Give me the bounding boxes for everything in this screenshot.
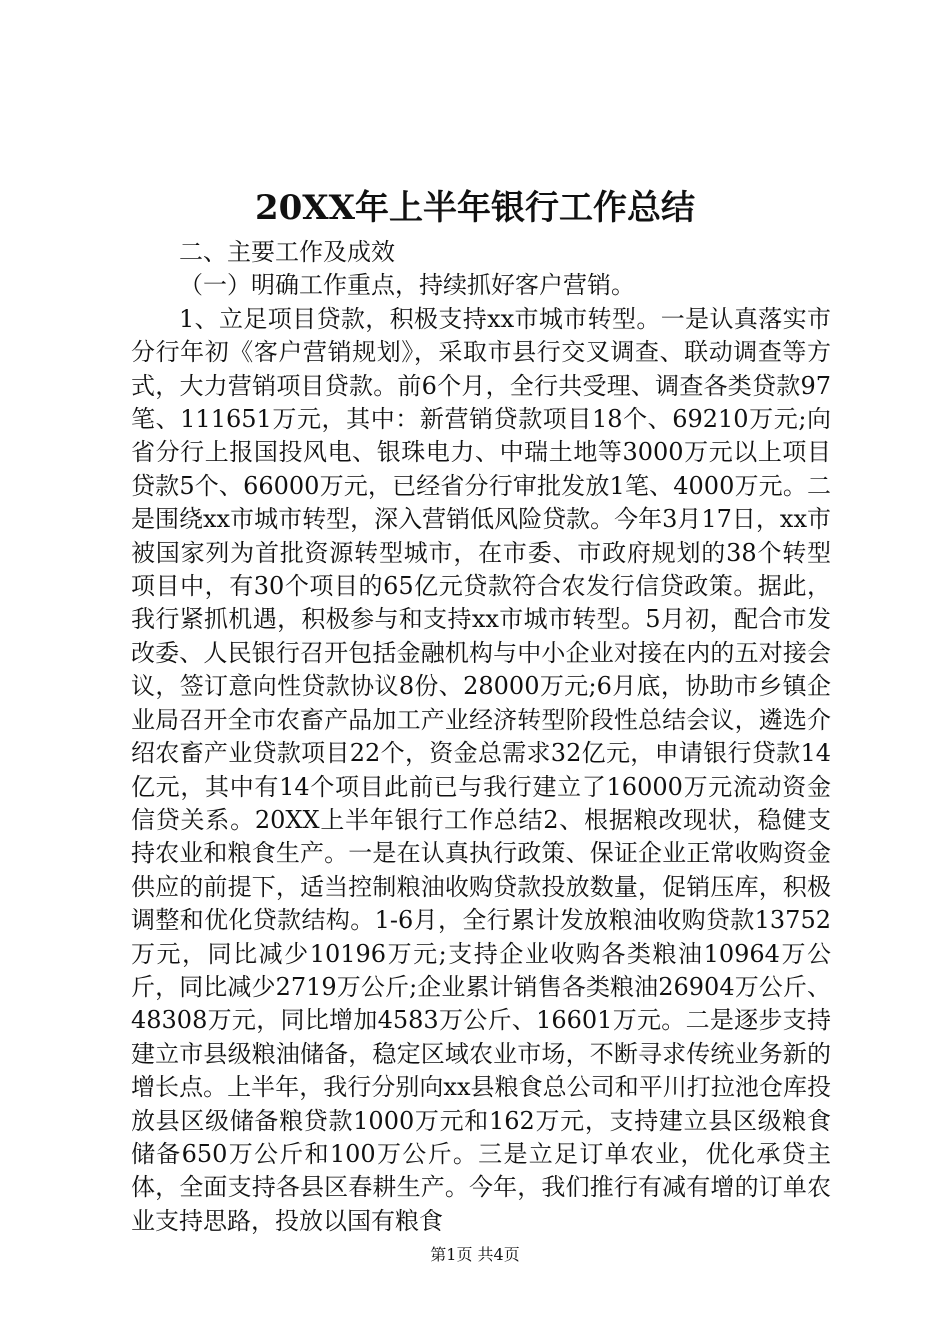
section-heading: 二、主要工作及成效 (179, 238, 395, 266)
subsection-heading: （一）明确工作重点，持续抓好客户营销。 (179, 271, 635, 300)
document-title: 20XX年上半年银行工作总结 (254, 188, 696, 228)
body-paragraph: 1、立足项目贷款，积极支持xx市城市转型。一是认真落实市分行年初《客户营销规划》，采取市县行交叉调查、联动调查等方式，大力营销项目贷款。前6个月，全行共受理、调查各类贷款97笔、111651万元，其中：新营销贷款项目18个、69210万元;向省分行上报国投风电、银珠电力、中瑞土地等3000万元以上项目贷款5个、66000万元，已经省分行审批发放1笔、4000万元。二是围绕xx市城市转型，深入营销低风险贷款。今年3月17日，xx市被国家列为首批资源转型城市，在市委、市政府规划的38个转型项目中，有30个项目的65亿元贷款符合农发行信贷政策。据此，我行紧抓机遇，积极参与和支持xx市城市转型。5月初，配合市发改委、人民银行召开包括金融机构与中小企业对接在内的五对接会议，签订意向性贷款协议8份、28000万元;6月底，协助市乡镇企业局召开全市农畜产品加工产业经济转型阶段性总结会议，遴选介绍农畜产业贷款项目22个，资金总需求32亿元，申请银行贷款14亿元，其中有14个项目此前已与我行建立了16000万元流动资金信贷关系。20XX上半年银行工作总结2、根据粮改现状，稳健支持农业和粮食生产。一是在认真执行政策、保证企业正常收购资金供应的前提下，适当控制粮油收购贷款投放数量，促销压库，积极调整和优化贷款结构。1-6月，全行累计发放粮油收购贷款13752万元，同比减少10196万元;支持企业收购各类粮油10964万公斤，同比减少2719万公斤;企业累计销售各类粮油26904万公斤、48308万元，同比增加4583万公斤、16601万元。二是逐步支持建立市县级粮油储备，稳定区域农业市场，不断寻求传统业务新的增长点。上半年，我行分别向xx县粮食总公司和平川打拉池仓库投放县区级储备粮贷款1000万元和162万元，支持建立县区级粮食储备650万公斤和100万公斤。三是立足订单农业，优化承贷主体，全面支持各县区春耕生产。今年，我们推行有减有增的订单农业支持思路，投放以国有粮食 (131, 304, 831, 1235)
document-body (131, 236, 831, 1238)
page-footer: 第1页 共4页 (430, 1245, 520, 1264)
